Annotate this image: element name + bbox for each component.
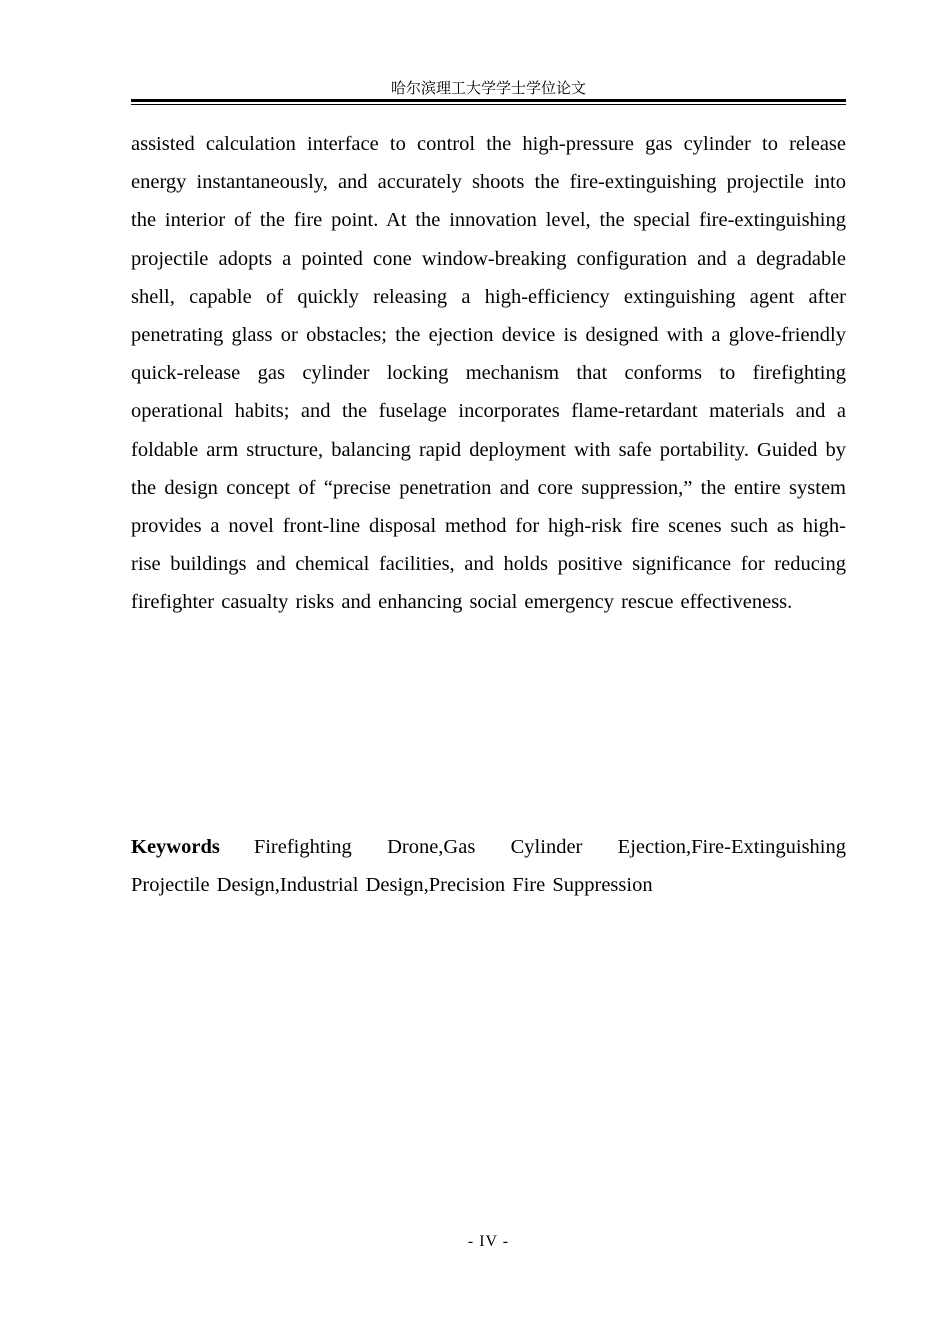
page-header: 哈尔滨理工大学学士学位论文 <box>390 79 586 97</box>
abstract-paragraph: assisted calculation interface to control the high-pressure gas cylinder to release energy instantaneously, and accurately shoots the fire-extinguishing projectile into the interior of the fire point. At the innovation level, the special fire-extinguishing projectile adopts a pointed cone window-breaking configuration and a degradable shell, capable of quickly releasing a high-efficiency extinguishing agent after penetrating glass or obstacles; the ejection device is designed with a glove-friendly quick-release gas cylinder locking mechanism that conforms to firefighting operational habits; and the fuselage incorporates flame-retardant materials and a foldable arm structure, balancing rapid deployment with safe portability. Guided by the design concept of “precise penetration and core suppression,” the entire system provides a novel front-line disposal method for high-risk fire scenes such as high-rise buildings and chemical facilities, and holds positive significance for reducing firefighter casualty risks and enhancing social emergency rescue effectiveness. <box>131 133 846 614</box>
header-rule-thin <box>131 104 846 105</box>
keywords-section <box>131 828 846 904</box>
keywords-text: Firefighting Drone,Gas Cylinder Ejection,Fire-Extinguishing Projectile Design,Industrial Design,Precision Fire Suppression <box>131 836 846 897</box>
page-number: - IV - <box>467 1233 510 1250</box>
keywords-label: Keywords <box>131 836 220 858</box>
header-rule-thick <box>131 99 846 102</box>
